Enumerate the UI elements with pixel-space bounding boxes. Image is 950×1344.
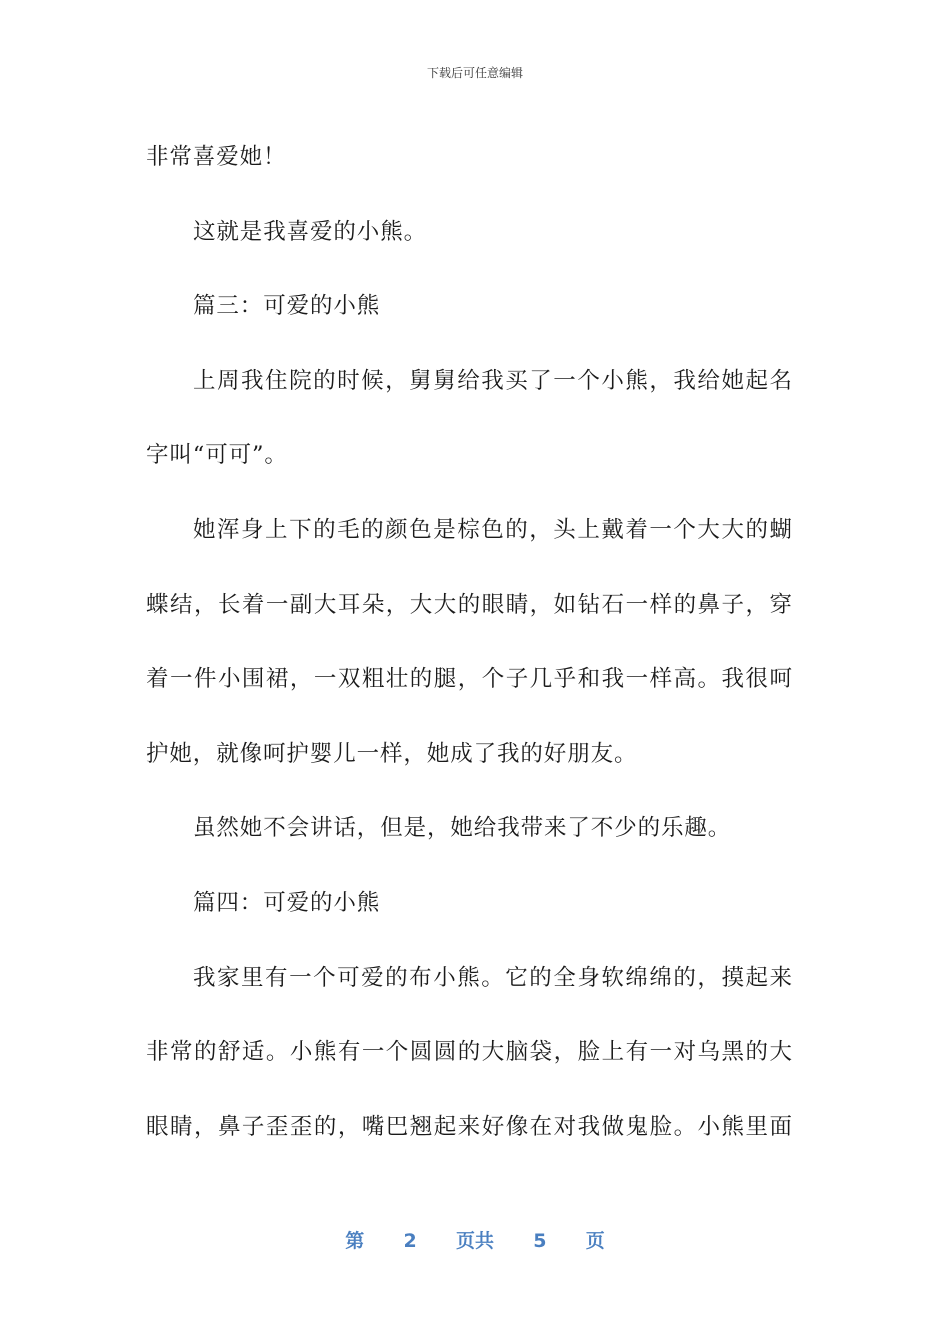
current-page-number: 2 [403,1230,417,1252]
text-line: 这就是我喜爱的小熊。 [193,218,428,245]
text-line: 她浑身上下的毛的颜色是棕色的，头上戴着一个大大的蝴 [193,516,792,543]
text-line: 着一件小围裙，一双粗壮的腿，个子几乎和我一样高。我很呵 [146,666,792,693]
document-body [146,120,792,1164]
text-line: 护她，就像呵护婴儿一样，她成了我的好朋友。 [146,740,638,767]
text-line: 上周我住院的时候，舅舅给我买了一个小熊，我给她起名 [193,367,792,394]
text-line: 非常喜爱她！ [146,144,287,170]
total-page-number: 5 [533,1230,547,1252]
section-heading: 篇三：可爱的小熊 [193,293,381,320]
footer-prefix: 第 [345,1230,365,1252]
text-line: 非常的舒适。小熊有一个圆圆的大脑袋，脸上有一对乌黑的大 [146,1039,792,1066]
footer-suffix: 页 [585,1230,605,1252]
page-number-footer [0,1226,950,1253]
text-line: 虽然她不会讲话，但是，她给我带来了不少的乐趣。 [193,815,732,842]
text-line: 我家里有一个可爱的布小熊。它的全身软绵绵的，摸起来 [193,964,792,991]
text-line: 蝶结，长着一副大耳朵，大大的眼睛，如钻石一样的鼻子，穿 [146,591,792,618]
footer-middle: 页共 [455,1230,494,1252]
section-heading: 篇四：可爱的小熊 [193,889,381,916]
text-line: 字叫“可可”。 [146,442,288,469]
page-header-note: 下载后可任意编辑 [426,66,523,80]
text-line: 眼睛，鼻子歪歪的，嘴巴翘起来好像在对我做鬼脸。小熊里面 [146,1113,792,1140]
